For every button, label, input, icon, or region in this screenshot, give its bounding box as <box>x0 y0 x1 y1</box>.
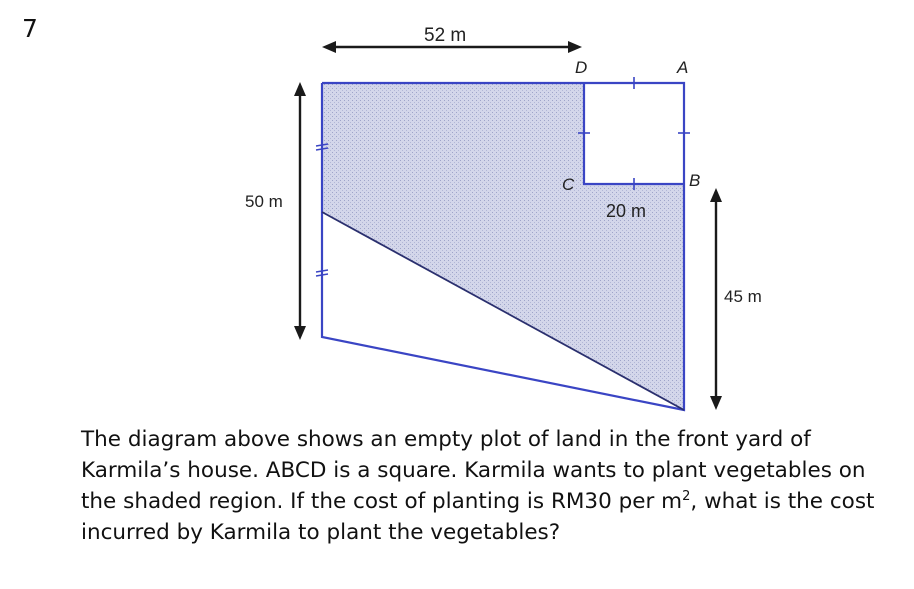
square-tick-marks <box>578 77 690 190</box>
vertex-c-label: C <box>562 175 575 194</box>
square-side-label: 20 m <box>606 201 647 221</box>
left-height-label: 50 m <box>245 192 283 211</box>
question-number: 7 <box>22 14 38 43</box>
right-height-label: 45 m <box>724 287 762 306</box>
question-text <box>81 424 906 548</box>
left-height-arrow <box>294 82 306 340</box>
question-text-end: , what is the cost incurred by Karmila to plant the vegetables? <box>81 489 875 545</box>
question-text-main: The diagram above shows an empty plot of land in the front yard of Karmila’s house. ABCD is a square. Karmila wants to plant vegetables on the shaded region. If the cost of planting is RM30 per m <box>81 427 866 514</box>
right-height-arrow <box>710 188 722 410</box>
vertex-b-label: B <box>689 171 701 190</box>
vertex-d-label: D <box>575 58 588 77</box>
square-abcd <box>584 83 684 184</box>
unit-exponent: 2 <box>682 488 691 504</box>
shaded-region <box>322 83 684 410</box>
vertex-a-label: A <box>677 58 689 77</box>
top-width-label: 52 m <box>424 25 467 46</box>
